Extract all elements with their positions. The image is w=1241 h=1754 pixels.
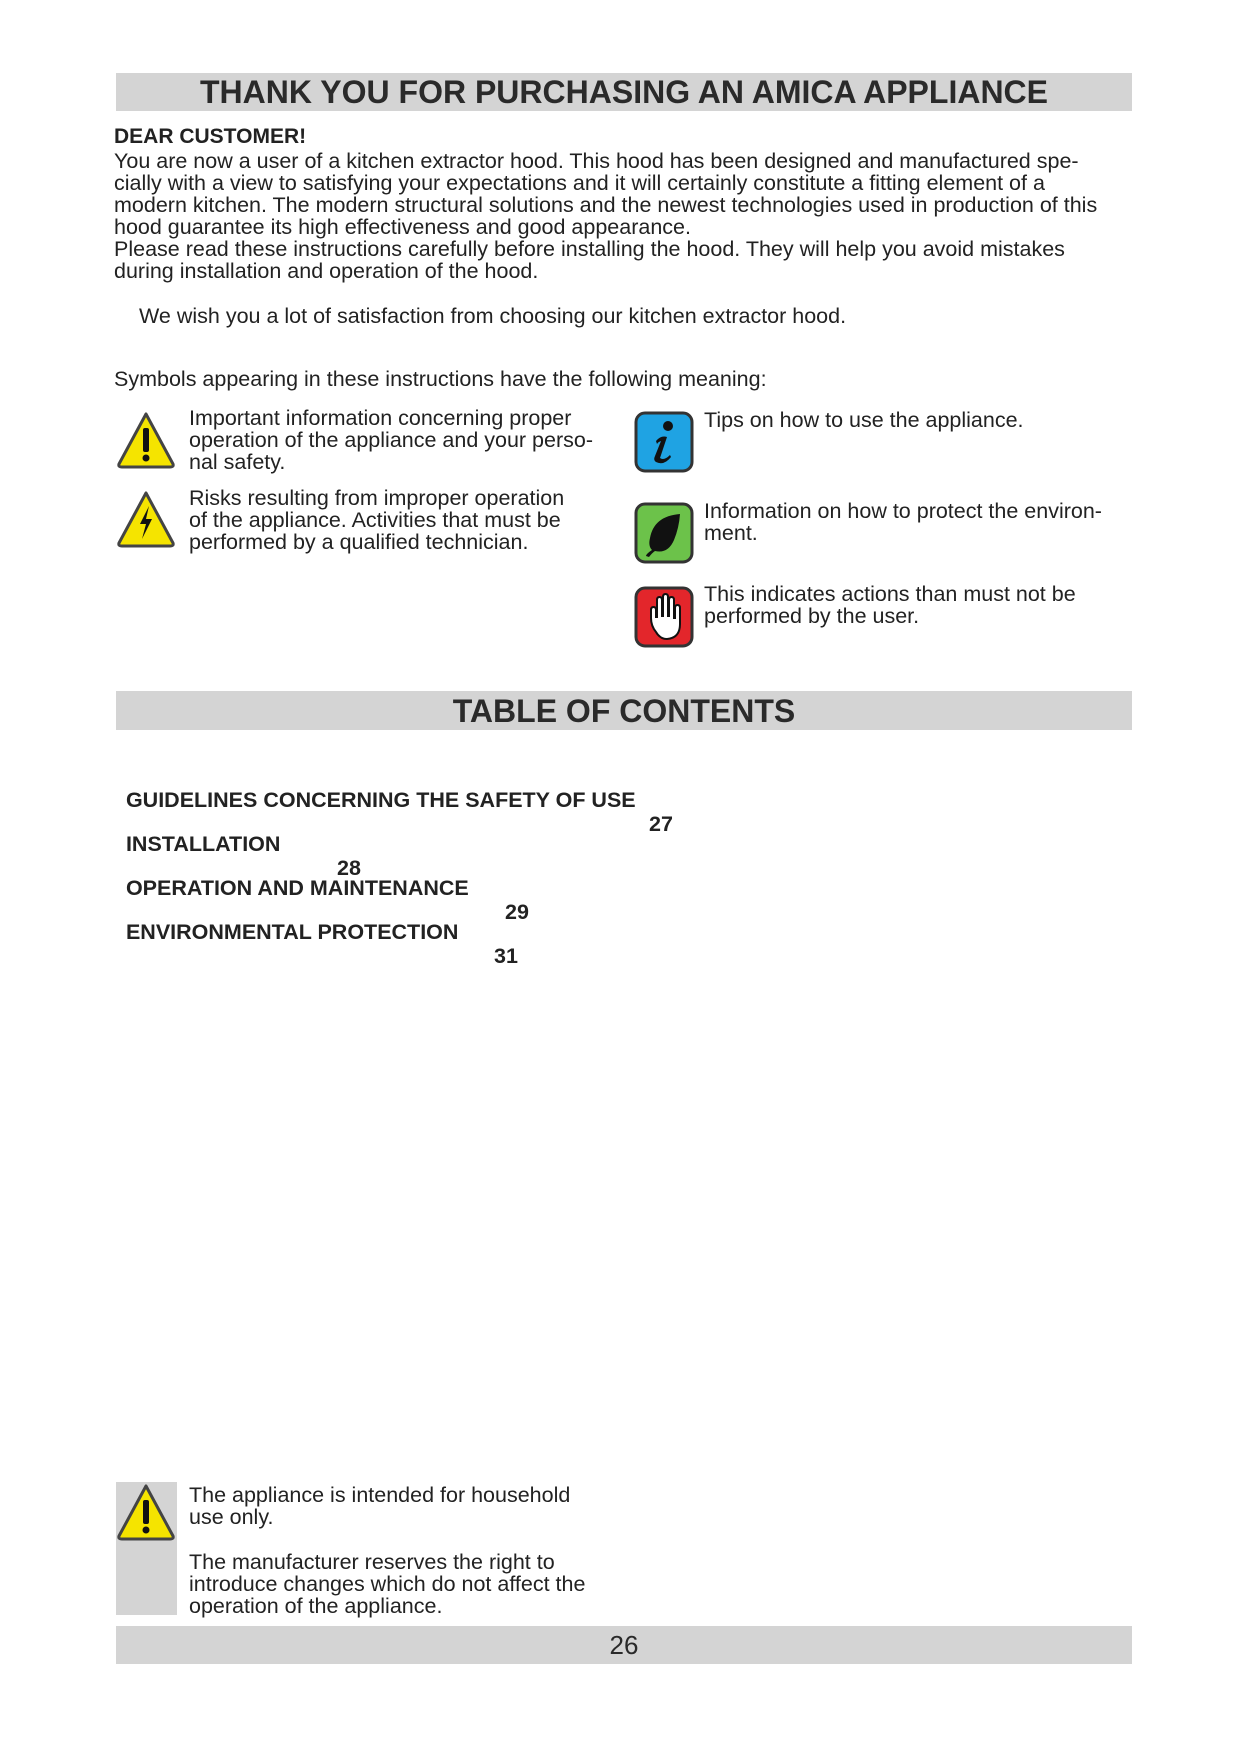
symbols-intro: Symbols appearing in these instructions have the following meaning: <box>114 367 767 391</box>
text-line: Risks resulting from improper operation <box>189 486 565 510</box>
toc-entry-label: ENVIRONMENTAL PROTECTION <box>125 920 459 944</box>
text-line: of the appliance. Activities that must be <box>189 508 561 532</box>
text-line: Important information concerning proper <box>189 406 572 430</box>
toc-entry-label: OPERATION AND MAINTENANCE <box>125 876 469 900</box>
toc-entry-page: 29 <box>505 900 529 924</box>
intro-line: hood guarantee its high effectiveness and good appearance. <box>114 215 691 239</box>
text-line: nal safety. <box>189 450 286 474</box>
intro-line: You are now a user of a kitchen extractor hood. This hood has been designed and manufactured spe- <box>114 149 1079 173</box>
text-line: operation of the appliance. <box>189 1594 443 1618</box>
text-line: use only. <box>189 1505 274 1529</box>
intro-line: modern kitchen. The modern structural solutions and the newest technologies used in production of this <box>114 193 1098 217</box>
warning-description <box>189 407 593 473</box>
toc-entry-page: 28 <box>337 856 361 880</box>
text-line: performed by the user. <box>704 604 920 628</box>
text-line: The appliance is intended for household <box>189 1483 571 1507</box>
text-line: The manufacturer reserves the right to <box>189 1550 555 1574</box>
text-line: Information on how to protect the environ- <box>704 499 1102 523</box>
text-line: introduce changes which do not affect the <box>189 1572 586 1596</box>
text-line: operation of the appliance and your perso- <box>189 428 593 452</box>
toc-entry-label: GUIDELINES CONCERNING THE SAFETY OF USE <box>125 788 636 812</box>
intro-paragraph <box>114 150 1134 282</box>
text-line: Tips on how to use the appliance. <box>704 408 1024 432</box>
electric-hazard-icon <box>115 489 177 549</box>
toc-entry-page: 27 <box>649 812 673 836</box>
electric-description <box>189 487 564 553</box>
leaf-icon <box>634 502 694 564</box>
info-description <box>704 409 1024 431</box>
info-icon <box>634 411 694 473</box>
toc-entry-page: 31 <box>494 944 518 968</box>
toc-entry-label: INSTALLATION <box>125 832 281 856</box>
page-number: 26 <box>116 1626 1132 1664</box>
warning-triangle-icon <box>115 1482 177 1542</box>
text-line: ment. <box>704 521 758 545</box>
greeting: DEAR CUSTOMER! <box>114 125 307 148</box>
manufacturer-note <box>189 1551 585 1617</box>
prohibited-description <box>704 583 1076 627</box>
intro-line: during installation and operation of the hood. <box>114 259 539 283</box>
toc-title: TABLE OF CONTENTS <box>116 691 1132 730</box>
page-title: THANK YOU FOR PURCHASING AN AMICA APPLIANCE <box>116 73 1132 111</box>
environment-description <box>704 500 1102 544</box>
text-line: This indicates actions than must not be <box>704 582 1076 606</box>
stop-hand-icon <box>634 586 694 648</box>
intro-line: Please read these instructions carefully before installing the hood. They will help you avoid mistakes <box>114 237 1065 261</box>
warning-triangle-icon <box>115 410 177 470</box>
household-note <box>189 1484 570 1528</box>
intro-line: cially with a view to satisfying your expectations and it will certainly constitute a fitting element of a <box>114 171 1045 195</box>
wish-text: We wish you a lot of satisfaction from choosing our kitchen extractor hood. <box>139 304 847 328</box>
text-line: performed by a qualified technician. <box>189 530 529 554</box>
